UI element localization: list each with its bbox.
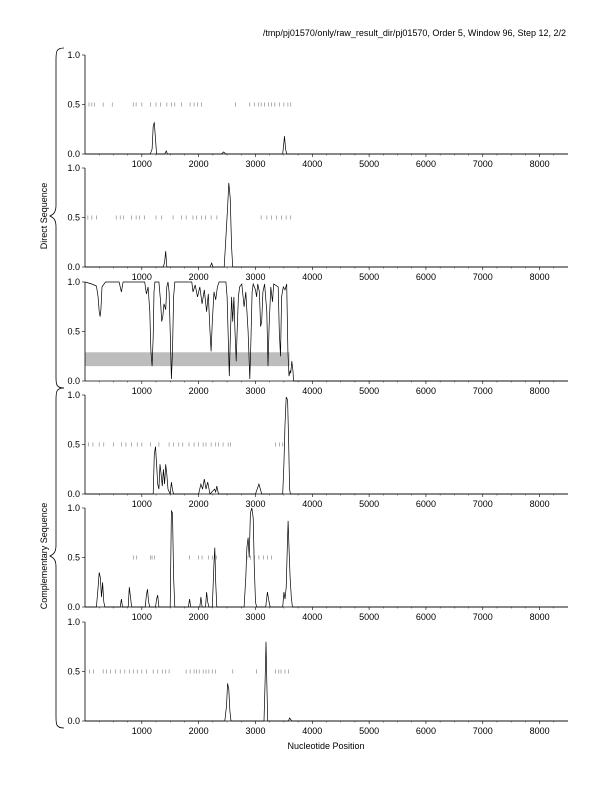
x-tick-label: 7000 [472,159,493,169]
y-tick-label: 0.5 [67,212,80,223]
shaded-band [85,352,290,366]
x-tick-label: 3000 [245,612,266,622]
x-tick-label: 7000 [472,386,493,396]
y-tick-label: 0.0 [67,149,80,159]
x-tick-label: 6000 [415,159,436,169]
y-tick-label: 0.5 [67,326,80,337]
panel-direct-2 [67,163,568,282]
x-tick-label: 1000 [131,726,152,736]
y-tick-label: 1.0 [67,503,80,513]
x-tick-label: 5000 [359,612,380,622]
y-tick-label: 0.5 [67,99,80,110]
x-tick-label: 5000 [359,272,380,282]
coding-potential-line [85,397,568,494]
figure-header: /tmp/pj01570/only/raw_result_dir/pj01570, Order 5, Window 96, Step 12, 2/2 [262,28,566,38]
x-tick-label: 8000 [529,726,550,736]
x-tick-label: 2000 [188,386,209,396]
x-tick-label: 2000 [188,159,209,169]
x-tick-label: 6000 [415,612,436,622]
coding-potential-line [85,508,568,607]
x-tick-label: 7000 [472,612,493,622]
x-tick-label: 1000 [131,386,152,396]
y-tick-label: 0.0 [67,602,80,612]
x-tick-label: 1000 [131,159,152,169]
x-tick-label: 6000 [415,272,436,282]
x-tick-label: 6000 [415,386,436,396]
x-tick-label: 4000 [302,499,323,509]
coding-potential-line [85,122,568,154]
x-tick-label: 2000 [188,499,209,509]
x-tick-label: 4000 [302,386,323,396]
x-tick-label: 1000 [131,612,152,622]
x-tick-label: 2000 [188,612,209,622]
x-tick-label: 5000 [359,726,380,736]
x-tick-label: 2000 [188,726,209,736]
y-tick-label: 0.5 [67,666,80,677]
x-tick-label: 8000 [529,159,550,169]
x-tick-label: 2000 [188,272,209,282]
x-tick-label: 7000 [472,726,493,736]
x-tick-label: 8000 [529,612,550,622]
complementary-group-label: Complementary Sequence [39,502,49,610]
x-tick-label: 8000 [529,272,550,282]
y-tick-label: 0.5 [67,439,80,450]
y-tick-label: 1.0 [67,617,80,627]
panel-complementary-3 [67,617,568,736]
x-tick-label: 7000 [472,272,493,282]
x-tick-label: 5000 [359,159,380,169]
x-tick-label: 4000 [302,726,323,736]
x-tick-label: 4000 [302,612,323,622]
y-tick-label: 0.0 [67,376,80,386]
chart-panels [67,50,568,736]
panel-complementary-2 [67,503,568,622]
coding-potential-line [85,642,568,721]
x-tick-label: 3000 [245,499,266,509]
x-tick-label: 3000 [245,159,266,169]
direct-group-label: Direct Sequence [39,182,49,250]
panel-direct-1 [67,50,568,169]
x-tick-label: 8000 [529,499,550,509]
y-tick-label: 1.0 [67,50,80,60]
x-tick-label: 3000 [245,272,266,282]
x-tick-label: 3000 [245,726,266,736]
x-tick-label: 4000 [302,159,323,169]
y-tick-label: 0.5 [67,552,80,563]
x-tick-label: 8000 [529,386,550,396]
panel-direct-3 [67,277,568,396]
x-axis-label: Nucleotide Position [287,741,365,751]
y-tick-label: 0.0 [67,262,80,272]
x-tick-label: 5000 [359,499,380,509]
y-tick-label: 1.0 [67,277,80,287]
direct-group-brace [50,48,64,388]
y-tick-label: 1.0 [67,163,80,173]
y-tick-label: 0.0 [67,716,80,726]
x-tick-label: 1000 [131,272,152,282]
complementary-group-brace [50,388,64,728]
x-tick-label: 6000 [415,499,436,509]
x-tick-label: 7000 [472,499,493,509]
panel-complementary-1 [67,390,568,509]
x-tick-label: 4000 [302,272,323,282]
y-tick-label: 0.0 [67,489,80,499]
x-tick-label: 3000 [245,386,266,396]
y-tick-label: 1.0 [67,390,80,400]
x-tick-label: 6000 [415,726,436,736]
coding-potential-line [85,183,568,267]
x-tick-label: 1000 [131,499,152,509]
x-tick-label: 5000 [359,386,380,396]
